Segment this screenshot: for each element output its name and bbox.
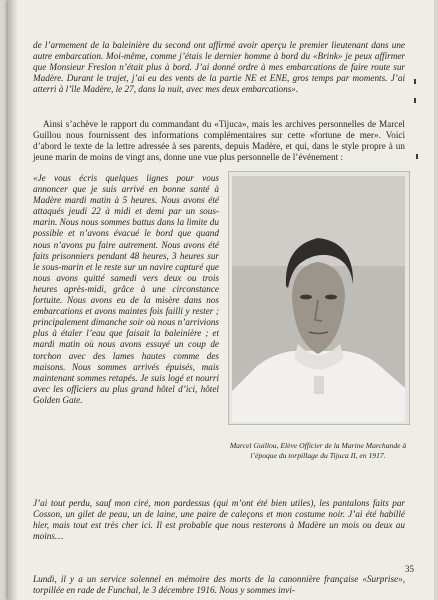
- letter-paragraph-1: «Je vous écris quelques lignes pour vous annoncer que je suis arrivé en bonne santé à Madère mardi matin à 5 heures. Nous avons été attaqués jeudi 22 à midi et demi par un sous-marin. Nous nous sommes battus dans la limite du possible et n’avons évacué le bord que quand nous n’avons pu faire autrement. Nous avons été faits prisonniers pendant 48 heures, 3 heures sur le sous-marin et le reste sur un navire capturé que nous avons quitté samedi vers deux ou trois heures après-midi, grâce à une circonstance fortuite. Nous avons eu de la misère dans nos embarcations et avons maintes fois failli y rester ; principalement dimanche soir où nous n’arrivions plus à étaler l’eau que faisait la baleinière ; et mardi matin où nous avons essuyé un coup de torchon avec des lames hautes comme des maisons. Nous sommes arrivés épuisés, mais maintenant sommes retapés. Je suis logé et nourri avec les officiers au plus grand hôtel d’ici, hôtel Golden Gate.: [33, 173, 219, 405]
- letter-paragraph-3: Lundi, il y a un service solennel en mémoire des morts de la canonnière française «Surprise», torpillée en rade de Funchal, le 3 décembre 1916. Nous y sommes invi-: [33, 574, 405, 596]
- portrait-illustration: [232, 176, 405, 422]
- report-closing-paragraph: de l’armement de la baleinière du second ont affirmé avoir aperçu le premier lieutenant dans une autre embarcation. Moi-même, comme j’étais le dernier homme à bord du «Brink» je peux affirmer que Monsieur Freslon n’était plus à bord. J’ai donné ordre à mes embarcations de faire route sur Madère. Durant le trajet, j’ai eu des vents de la partie NE et ENE, gros temps par moments. J’ai atterri à l’île Madère, le 27, dans la nuit, avec mes deux embarcations».: [33, 40, 405, 95]
- portrait-photo: [232, 176, 405, 422]
- margin-mark: [414, 98, 416, 103]
- photo-caption: Marcel Guillou, Elève Officier de la Marine Marchande à l’époque du torpillage du Tijuca II, en 1917.: [229, 441, 407, 460]
- archive-intro-paragraph: Ainsi s’achève le rapport du commandant du «Tijuca», mais les archives personnelles de Marcel Guillou nous fournissent des informations complémentaires sur cette «fortune de mer». Voici d’abord le texte de la lettre adressée à ses parents, depuis Madère, et qui, dans le style propre à un jeune marin de moins de vingt ans, donne une vue plus personnelle de l’événement :: [33, 119, 405, 163]
- page-binding-shadow: [8, 0, 18, 600]
- margin-mark: [416, 154, 418, 159]
- page-number: 35: [405, 564, 414, 574]
- margin-mark: [414, 79, 416, 84]
- letter-paragraph-2: J’ai tout perdu, sauf mon ciré, mon pardessus (qui m’ont été bien utiles), les pantalons faits par Cosson, un gilet de peau, un de laine, une paire de caleçons et mon costume noir. J’ai été habillé hier, mais tout est très cher ici. Il est probable que nous resterons à Madère un mois ou deux au moins…: [33, 498, 405, 542]
